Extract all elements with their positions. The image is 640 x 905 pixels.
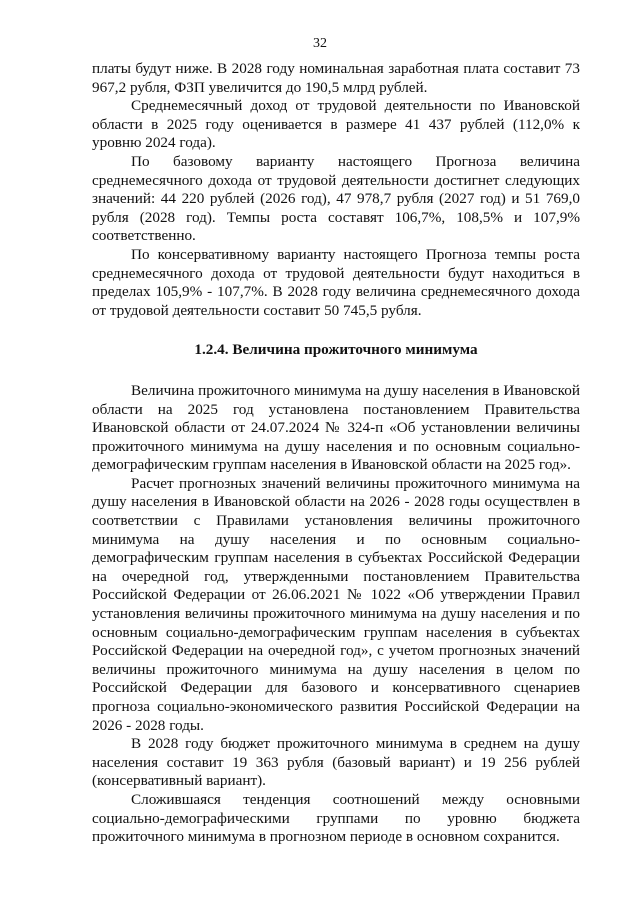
page-number: 32 bbox=[313, 36, 327, 51]
paragraph-income-base-variant: По базовому варианту настоящего Прогноза величина среднемесячного дохода от трудовой деятельности достигнет следующих значений: 44 220 рублей (2026 год), 47 978,7 рубля (2027 год) и 51 769,0 рубля (2028 год). Темпы роста составят 106,7%, 108,5% и 107,9% соответственно. bbox=[92, 152, 580, 245]
paragraph-subsistence-2025: Величина прожиточного минимума на душу населения в Ивановской области на 2025 год установлена постановлением Правительства Ивановской области от 24.07.2024 № 324-п «Об установлении величины прожиточного минимума на душу населения и по основным социально-демографическим группам населения в Ивановской области на 2025 год». bbox=[92, 381, 580, 474]
paragraph-subsistence-2028: В 2028 году бюджет прожиточного минимума в среднем на душу населения составит 19 363 рубля (базовый вариант) и 19 256 рублей (консервативный вариант). bbox=[92, 735, 580, 790]
paragraph-subsistence-trend: Сложившаяся тенденция соотношений между основными социально-демографическими группами по уровню бюджета прожиточного минимума в прогнозном периоде в основном сохранится. bbox=[92, 790, 580, 846]
paragraph-subsistence-calculation: Расчет прогнозных значений величины прожиточного минимума на душу населения в Ивановской области на 2026 - 2028 годы осуществлен в соответствии с Правилами установления величины прожиточного минимума на душу населения и по основным социально-демографическим группам населения в субъектах Российской Федерации на очередной год, утвержденными постановлением Правительства Российской Федерации от 26.06.2021 № 1022 «Об утверждении Правил установления величины прожиточного минимума на душу населения и по основным социально-демографическим группам населения в субъектах Российской Федерации на очередной год», с учетом прогнозных значений величины прожиточного минимума на душу населения в целом по Российской Федерации для базового и консервативного сценариев прогноза социально-экономического развития Российской Федерации на 2026 - 2028 годы. bbox=[92, 474, 580, 734]
paragraph-income-conservative-variant: По консервативному варианту настоящего Прогноза темпы роста среднемесячного дохода от трудовой деятельности будут находиться в пределах 105,9% - 107,7%. В 2028 году величина среднемесячного дохода от трудовой деятельности составит 50 745,5 рубля. bbox=[92, 245, 580, 319]
paragraph-income-2025: Среднемесячный доход от трудовой деятельности по Ивановской области в 2025 году оценивается в размере 41 437 рублей (112,0% к уровню 2024 года). bbox=[92, 97, 580, 152]
paragraph-salary-continuation: платы будут ниже. В 2028 году номинальная заработная плата составит 73 967,2 рубля, ФЗП увеличится до 190,5 млрд рублей. bbox=[92, 60, 580, 96]
section-heading: 1.2.4. Величина прожиточного минимума bbox=[194, 341, 478, 359]
document-body bbox=[92, 60, 580, 847]
